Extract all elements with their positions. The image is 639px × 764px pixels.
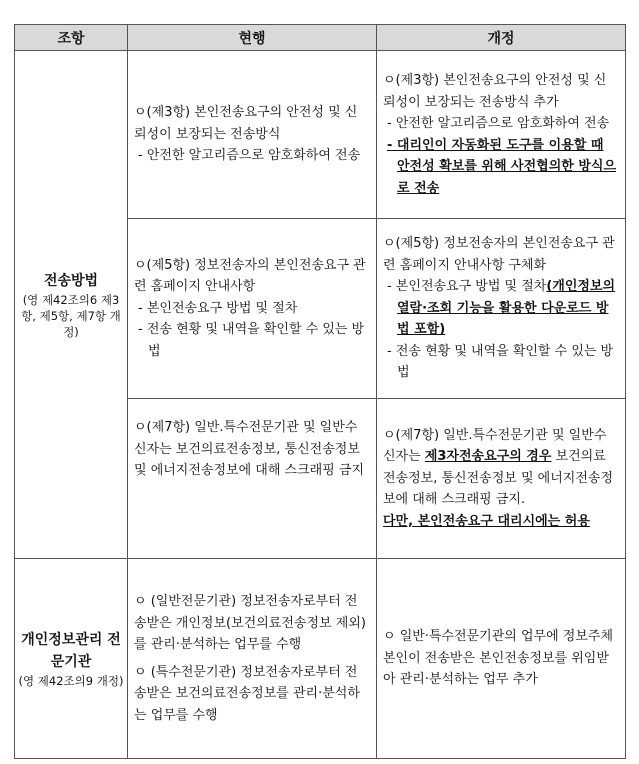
- revised-subitem: - 전송 현황 및 내역을 확인할 수 있는 방법: [387, 343, 614, 381]
- current-item: ㅇ(제3항) 본인전송요구의 안전성 및 신뢰성이 보장되는 전송방식: [134, 105, 358, 142]
- revised-text: ㅇ(제7항) 일반.특수전문기관 및 일반수신자는: [383, 427, 607, 465]
- current-item: ㅇ (특수전문기관) 정보전송자로부터 전송받은 보건의료전송정보를 관리·분석하는 업무를 수행: [134, 664, 360, 723]
- revised-subitem: - 안전한 알고리즘으로 암호화하여 전송: [387, 116, 610, 131]
- revised-item: [383, 425, 617, 511]
- current-cell-3: [128, 51, 377, 219]
- section-transfer-method: [15, 51, 128, 559]
- revised-item: ㅇ(제3항) 본인전송요구의 안전성 및 신뢰성이 보장되는 전송방식 추가: [383, 73, 607, 110]
- current-cell-7: [128, 399, 377, 559]
- revised-subitem: [383, 276, 617, 341]
- revised-emphasis-proviso: 다만, 본인전송요구 대리시에는 허용: [383, 513, 590, 529]
- current-cell-agency: [128, 559, 377, 759]
- current-item: ㅇ(제7항) 일반.특수전문기관 및 일반수신자는 보건의료전송정보, 통신전송정보 및 에너지전송정보에 대해 스크래핑 금지: [134, 420, 365, 478]
- revised-cell-5: [377, 219, 626, 399]
- section-title: 개인정보관리 전문기관: [21, 631, 121, 670]
- revised-subitem-emphasis: - 대리인이 자동화된 도구를 이용할 때 안전성 확보를 위해 사전협의한 방식으로 전송: [387, 137, 617, 196]
- section-subtitle: (영 제42조의9 개정): [18, 673, 124, 688]
- comparison-table: [14, 24, 626, 759]
- section-data-agency: [15, 559, 128, 759]
- revised-item: ㅇ 일반·특수전문기관의 업무에 정보주체 본인이 전송받은 본인전송정보를 위임받아 관리·분석하는 업무 추가: [383, 629, 614, 688]
- current-subitem: - 본인전송요구 방법 및 절차: [138, 300, 298, 316]
- section-subtitle: (영 제42조의6 제3항, 제5항, 제7항 개정): [21, 292, 121, 339]
- revised-subitem-emphasis: (개인정보의 열람·조회 기능을 활용한 다운로드 방법 포함): [397, 279, 616, 338]
- header-row: [15, 25, 626, 51]
- header-article: 조항: [15, 25, 128, 51]
- revised-cell-7: [377, 399, 626, 559]
- current-item: ㅇ (일반전문기관) 정보전송자로부터 전송받은 개인정보(보건의료전송정보 제외)를 관리·분석하는 업무를 수행: [134, 594, 366, 652]
- revised-subitem-text: - 본인전송요구 방법 및 절차: [387, 279, 547, 295]
- header-revised: 개정: [377, 25, 626, 51]
- table-row: [15, 51, 626, 219]
- revised-cell-3: [377, 51, 626, 219]
- section-title: 전송방법: [43, 272, 99, 289]
- revised-item: ㅇ(제5항) 정보전송자의 본인전송요구 관련 홈페이지 안내사항 구체화: [383, 236, 615, 273]
- current-cell-5: [128, 219, 377, 399]
- revised-cell-agency: [377, 559, 626, 759]
- header-current: 현행: [128, 25, 377, 51]
- table-row: [15, 559, 626, 759]
- current-item: ㅇ(제5항) 정보전송자의 본인전송요구 관련 홈페이지 안내사항: [134, 257, 366, 295]
- current-subitem: - 전송 현황 및 내역을 확인할 수 있는 방법: [138, 322, 365, 359]
- revised-emphasis: 제3자전송요구의 경우: [424, 449, 552, 465]
- current-subitem: - 안전한 알고리즘으로 암호화하여 전송: [138, 148, 361, 164]
- revised-text: 보건의료전송정보, 통신전송정보 및 에너지전송정보에 대해 스크래핑 금지.: [383, 449, 614, 508]
